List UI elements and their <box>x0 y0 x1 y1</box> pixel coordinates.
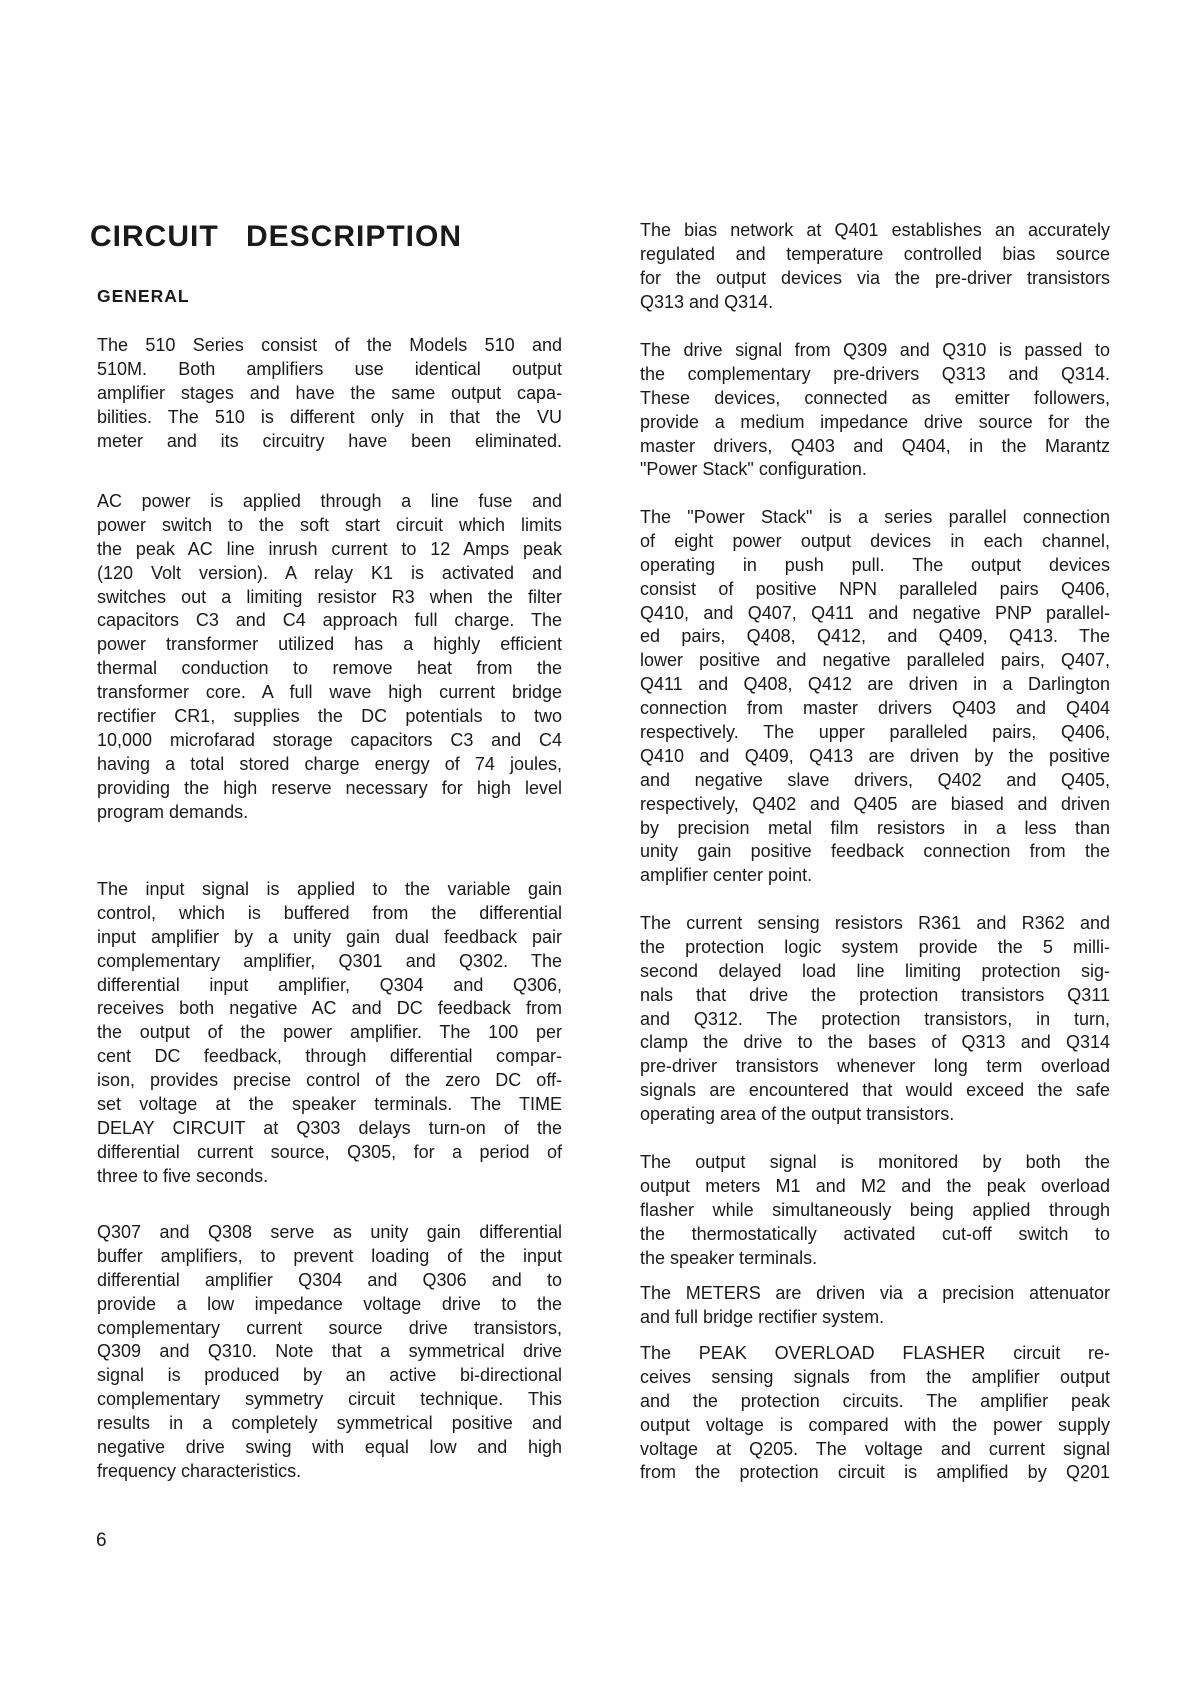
text-line: and negative slave drivers, Q402 and Q405, <box>640 769 1110 790</box>
text-line: respectively. The upper paralleled pairs, Q406, <box>640 722 1110 743</box>
text-line: unity gain positive feedback connection from the <box>640 841 1110 862</box>
text-line: output meters M1 and M2 and the peak overload <box>640 1175 1110 1196</box>
text-line: the protection logic system provide the 5 milli- <box>640 936 1110 957</box>
section-heading-general: GENERAL <box>97 286 190 306</box>
text-line: provide a low impedance voltage drive to the <box>97 1293 562 1314</box>
text-line: power transformer utilized has a highly efficient <box>97 634 562 655</box>
text-line: frequency characteristics. <box>97 1460 302 1481</box>
text-line: meter and its circuitry have been eliminated. <box>97 430 562 451</box>
paragraph <box>97 1221 562 1484</box>
text-line: "Power Stack" configuration. <box>640 459 867 480</box>
text-line: having a total stored charge energy of 74 joules, <box>97 753 562 774</box>
paragraph <box>640 1151 1110 1270</box>
text-line: by precision metal film resistors in a less than <box>640 817 1110 838</box>
text-line: transformer core. A full wave high current bridge <box>97 682 562 703</box>
text-line: The METERS are driven via a precision attenuator <box>640 1283 1110 1303</box>
text-line: complementary symmetry circuit technique. This <box>97 1389 562 1410</box>
paragraph <box>640 219 1110 315</box>
text-line: power switch to the soft start circuit which limits <box>97 514 562 535</box>
text-line: clamp the drive to the bases of Q313 and Q314 <box>640 1032 1110 1053</box>
text-line: the speaker terminals. <box>640 1247 818 1268</box>
text-line: DELAY CIRCUIT at Q303 delays turn-on of the <box>97 1117 562 1138</box>
text-line: and Q312. The protection transistors, in turn, <box>640 1008 1110 1029</box>
text-line: The input signal is applied to the variable gain <box>97 879 562 899</box>
text-line: ed pairs, Q408, Q412, and Q409, Q413. The <box>640 626 1110 647</box>
text-line: input amplifier by a unity gain dual feedback pair <box>97 926 562 947</box>
paragraph <box>640 506 1110 888</box>
text-line: complementary amplifier, Q301 and Q302. The <box>97 950 562 971</box>
text-line: signals are encountered that would exceed the safe <box>640 1080 1110 1101</box>
text-line: the thermostatically activated cut-off switch to <box>640 1223 1110 1244</box>
text-line: receives both negative AC and DC feedback from <box>97 998 562 1019</box>
text-line: bilities. The 510 is different only in that the VU <box>97 406 562 427</box>
text-line: switches out a limiting resistor R3 when the filter <box>97 586 562 607</box>
paragraph <box>640 339 1110 482</box>
text-line: for the output devices via the pre-driver transistors <box>640 267 1110 288</box>
text-line: operating area of the output transistors. <box>640 1104 955 1125</box>
text-line: 10,000 microfarad storage capacitors C3 and C4 <box>97 729 562 750</box>
text-line: respectively, Q402 and Q405 are biased and driven <box>640 793 1110 814</box>
text-line: voltage at Q205. The voltage and current signal <box>640 1438 1110 1459</box>
text-line: program demands. <box>97 801 249 822</box>
paragraph <box>97 878 562 1189</box>
text-line: The PEAK OVERLOAD FLASHER circuit re- <box>640 1343 1110 1363</box>
text-line: master drivers, Q403 and Q404, in the Marantz <box>640 435 1110 456</box>
text-line: ison, provides precise control of the zero DC off- <box>97 1070 562 1091</box>
text-line: operating in push pull. The output devices <box>640 554 1110 575</box>
text-line: and the protection circuits. The amplifier peak <box>640 1390 1110 1411</box>
text-line: The drive signal from Q309 and Q310 is passed to <box>640 340 1110 360</box>
text-line: pre-driver transistors whenever long term overload <box>640 1056 1110 1077</box>
text-line: (120 Volt version). A relay K1 is activated and <box>97 562 562 583</box>
text-line: buffer amplifiers, to prevent loading of the input <box>97 1245 562 1266</box>
text-line: AC power is applied through a line fuse and <box>97 491 562 511</box>
paragraph <box>640 1282 1110 1330</box>
text-line: cent DC feedback, through differential compar- <box>97 1046 562 1067</box>
text-line: thermal conduction to remove heat from the <box>97 658 562 679</box>
text-line: output voltage is compared with the power supply <box>640 1414 1110 1435</box>
paragraph <box>97 490 562 824</box>
text-line: second delayed load line limiting protection sig- <box>640 960 1110 981</box>
text-line: differential amplifier Q304 and Q306 and to <box>97 1269 562 1290</box>
page-title: CIRCUIT DESCRIPTION <box>90 220 463 253</box>
text-line: lower positive and negative paralleled pairs, Q407, <box>640 650 1110 671</box>
text-line: 510M. Both amplifiers use identical output <box>97 358 562 379</box>
text-line: the peak AC line inrush current to 12 Amps peak <box>97 538 562 559</box>
text-line: ceives sensing signals from the amplifier output <box>640 1366 1110 1387</box>
text-line: Q410, and Q407, Q411 and negative PNP parallel- <box>640 602 1110 623</box>
text-line: differential current source, Q305, for a period of <box>97 1141 562 1162</box>
text-line: flasher while simultaneously being applied through <box>640 1199 1110 1220</box>
text-line: differential input amplifier, Q304 and Q306, <box>97 974 562 995</box>
paragraph <box>640 1342 1110 1485</box>
paragraph <box>97 334 562 453</box>
text-line: Q411 and Q408, Q412 are driven in a Darlington <box>640 674 1110 695</box>
text-line: rectifier CR1, supplies the DC potentials to two <box>97 706 562 727</box>
text-line: negative drive swing with equal low and high <box>97 1437 562 1458</box>
text-line: provide a medium impedance drive source for the <box>640 411 1110 432</box>
text-line: complementary current source drive transistors, <box>97 1317 562 1338</box>
text-line: connection from master drivers Q403 and Q404 <box>640 698 1110 719</box>
text-line: Q313 and Q314. <box>640 291 774 312</box>
page-number: 6 <box>96 1530 107 1551</box>
paragraph <box>640 912 1110 1127</box>
text-line: the complementary pre-drivers Q313 and Q314. <box>640 363 1110 384</box>
text-line: results in a completely symmetrical positive and <box>97 1413 562 1434</box>
text-line: providing the high reserve necessary for high level <box>97 777 562 798</box>
text-line: amplifier stages and have the same output capa- <box>97 382 562 403</box>
text-line: The 510 Series consist of the Models 510 and <box>97 335 562 355</box>
text-line: of eight power output devices in each channel, <box>640 530 1110 551</box>
text-line: nals that drive the protection transistors Q311 <box>640 984 1110 1005</box>
text-line: signal is produced by an active bi-directional <box>97 1365 562 1386</box>
text-line: Q307 and Q308 serve as unity gain differential <box>97 1222 562 1242</box>
text-line: consist of positive NPN paralleled pairs Q406, <box>640 578 1110 599</box>
text-line: and full bridge rectifier system. <box>640 1306 885 1327</box>
text-line: The bias network at Q401 establishes an accurately <box>640 220 1110 240</box>
text-line: The current sensing resistors R361 and R362 and <box>640 913 1110 933</box>
text-line: three to five seconds. <box>97 1165 269 1186</box>
text-line: set voltage at the speaker terminals. The TIME <box>97 1094 562 1115</box>
text-line: regulated and temperature controlled bias source <box>640 243 1110 264</box>
text-line: capacitors C3 and C4 approach full charge. The <box>97 610 562 631</box>
text-line: These devices, connected as emitter followers, <box>640 387 1110 408</box>
text-line: Q410 and Q409, Q413 are driven by the positive <box>640 745 1110 766</box>
text-line: control, which is buffered from the differential <box>97 902 562 923</box>
text-line: The "Power Stack" is a series parallel connection <box>640 507 1110 527</box>
text-line: The output signal is monitored by both the <box>640 1152 1110 1172</box>
text-line: from the protection circuit is amplified by Q201 <box>640 1462 1110 1483</box>
text-line: the output of the power amplifier. The 100 per <box>97 1022 562 1043</box>
text-line: amplifier center point. <box>640 865 813 886</box>
text-line: Q309 and Q310. Note that a symmetrical drive <box>97 1341 562 1362</box>
